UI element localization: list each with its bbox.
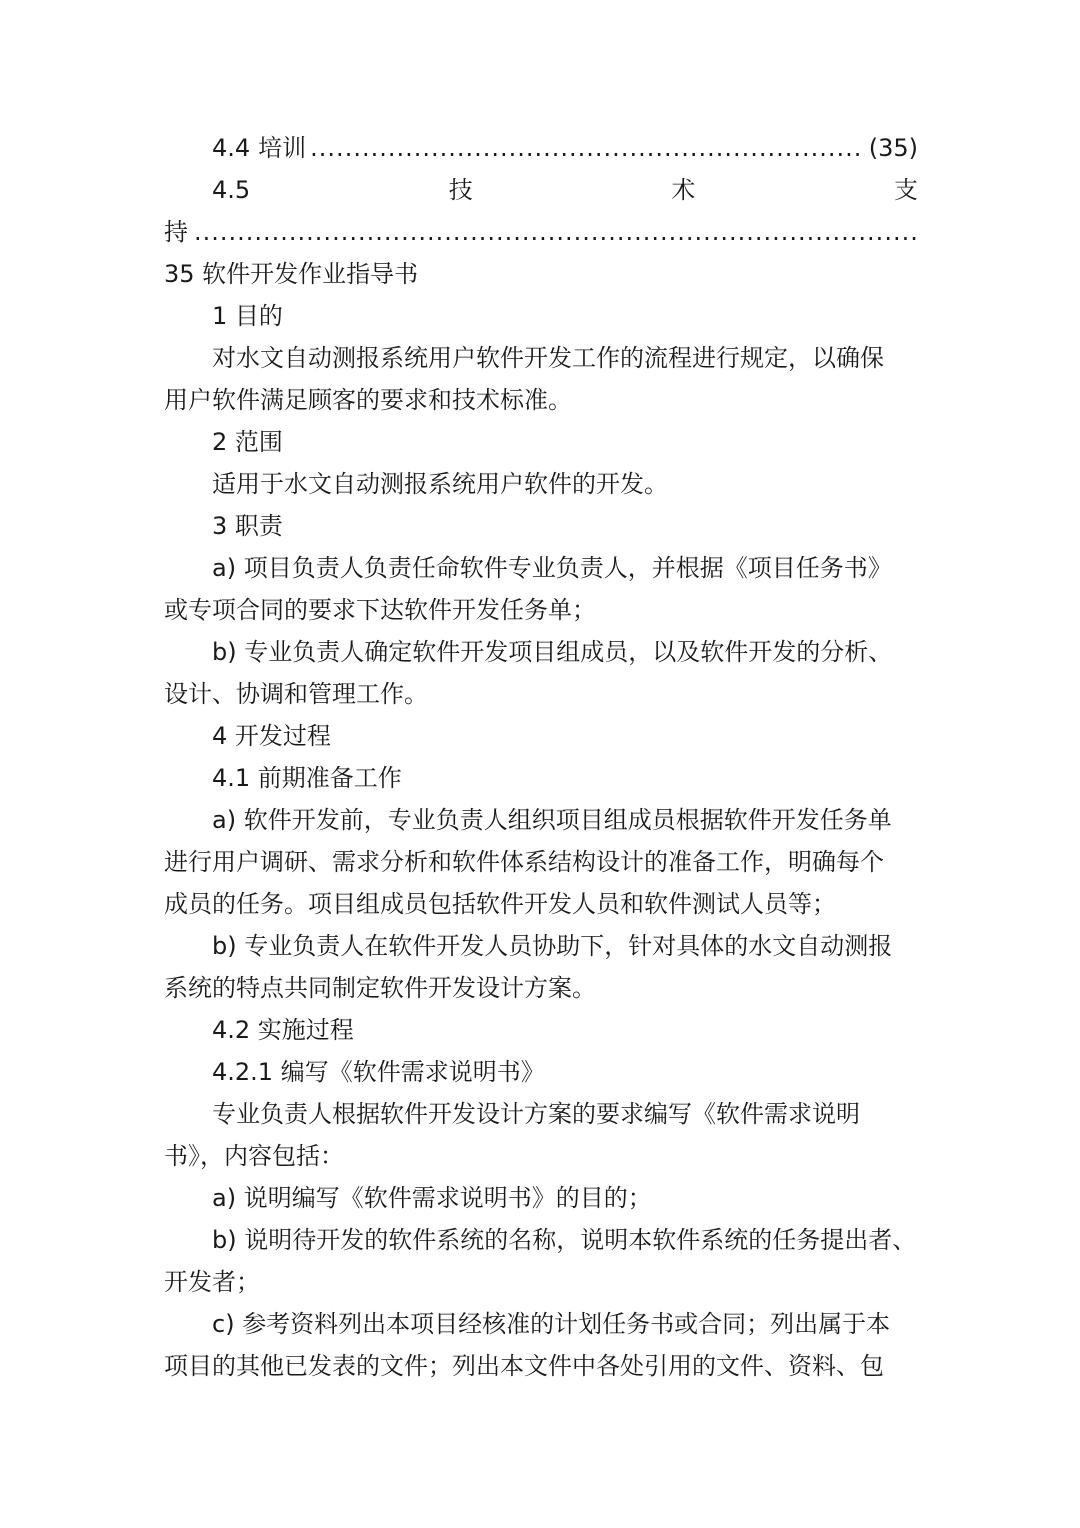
subsection-heading: 4.2 实施过程 <box>212 1016 354 1044</box>
toc-page-number: (35) <box>868 134 918 162</box>
section-heading: 4 开发过程 <box>212 722 331 750</box>
list-item-line: a) 项目负责人负责任命软件专业负责人，并根据《项目任务书》 <box>212 554 892 582</box>
subsection-heading: 4.2.1 编写《软件需求说明书》 <box>212 1058 545 1086</box>
toc-leader-dots <box>194 211 918 253</box>
section-heading: 3 职责 <box>212 512 283 540</box>
paragraph-line: 对水文自动测报系统用户软件开发工作的流程进行规定，以确保 <box>212 344 884 372</box>
list-item-line: c) 参考资料列出本项目经核准的计划任务书或合同；列出属于本 <box>212 1310 891 1338</box>
list-item-line: a) 说明编写《软件需求说明书》的目的； <box>212 1184 652 1212</box>
list-item-line: 成员的任务。项目组成员包括软件开发人员和软件测试人员等； <box>164 890 836 918</box>
list-item-line: 系统的特点共同制定软件开发设计方案。 <box>164 974 596 1002</box>
list-item-line: 或专项合同的要求下达软件开发任务单； <box>164 596 596 624</box>
toc-number: 4.5 <box>212 176 251 204</box>
toc-entry-4-4 <box>164 127 918 169</box>
toc-title-char: 技 <box>448 176 473 204</box>
list-item-line: 项目的其他已发表的文件；列出本文件中各处引用的文件、资料、包 <box>164 1352 884 1380</box>
paragraph-line: 书》，内容包括： <box>164 1142 344 1170</box>
paragraph-line: 用户软件满足顾客的要求和技术标准。 <box>164 386 572 414</box>
toc-page-and-document-title: 35 软件开发作业指导书 <box>164 260 419 288</box>
toc-title-char: 支 <box>894 176 918 204</box>
toc-title: 培训 <box>258 134 307 162</box>
section-heading: 2 范围 <box>212 428 283 456</box>
toc-title-char: 持 <box>164 218 188 246</box>
paragraph-line: 适用于水文自动测报系统用户软件的开发。 <box>212 470 668 498</box>
list-item-line: b) 专业负责人在软件开发人员协助下，针对具体的水文自动测报 <box>212 932 893 960</box>
list-item-line: 开发者； <box>164 1268 260 1296</box>
list-item-line: b) 专业负责人确定软件开发项目组成员，以及软件开发的分析、 <box>212 638 893 666</box>
toc-entry-4-5-continued <box>164 211 918 253</box>
toc-entry-4-5 <box>164 169 918 211</box>
paragraph-line: 专业负责人根据软件开发设计方案的要求编写《软件需求说明 <box>212 1100 860 1128</box>
list-item-line: a) 软件开发前，专业负责人组织项目组成员根据软件开发任务单 <box>212 806 892 834</box>
list-item-line: 设计、协调和管理工作。 <box>164 680 428 708</box>
toc-number: 4.4 <box>212 134 251 162</box>
list-item-line: 进行用户调研、需求分析和软件体系结构设计的准备工作，明确每个 <box>164 848 884 876</box>
toc-leader-dots <box>310 127 865 169</box>
document-body <box>164 127 918 1387</box>
section-heading: 1 目的 <box>212 302 283 330</box>
list-item-line: b) 说明待开发的软件系统的名称，说明本软件系统的任务提出者、 <box>212 1226 917 1254</box>
toc-title-char: 术 <box>671 176 696 204</box>
subsection-heading: 4.1 前期准备工作 <box>212 764 402 792</box>
